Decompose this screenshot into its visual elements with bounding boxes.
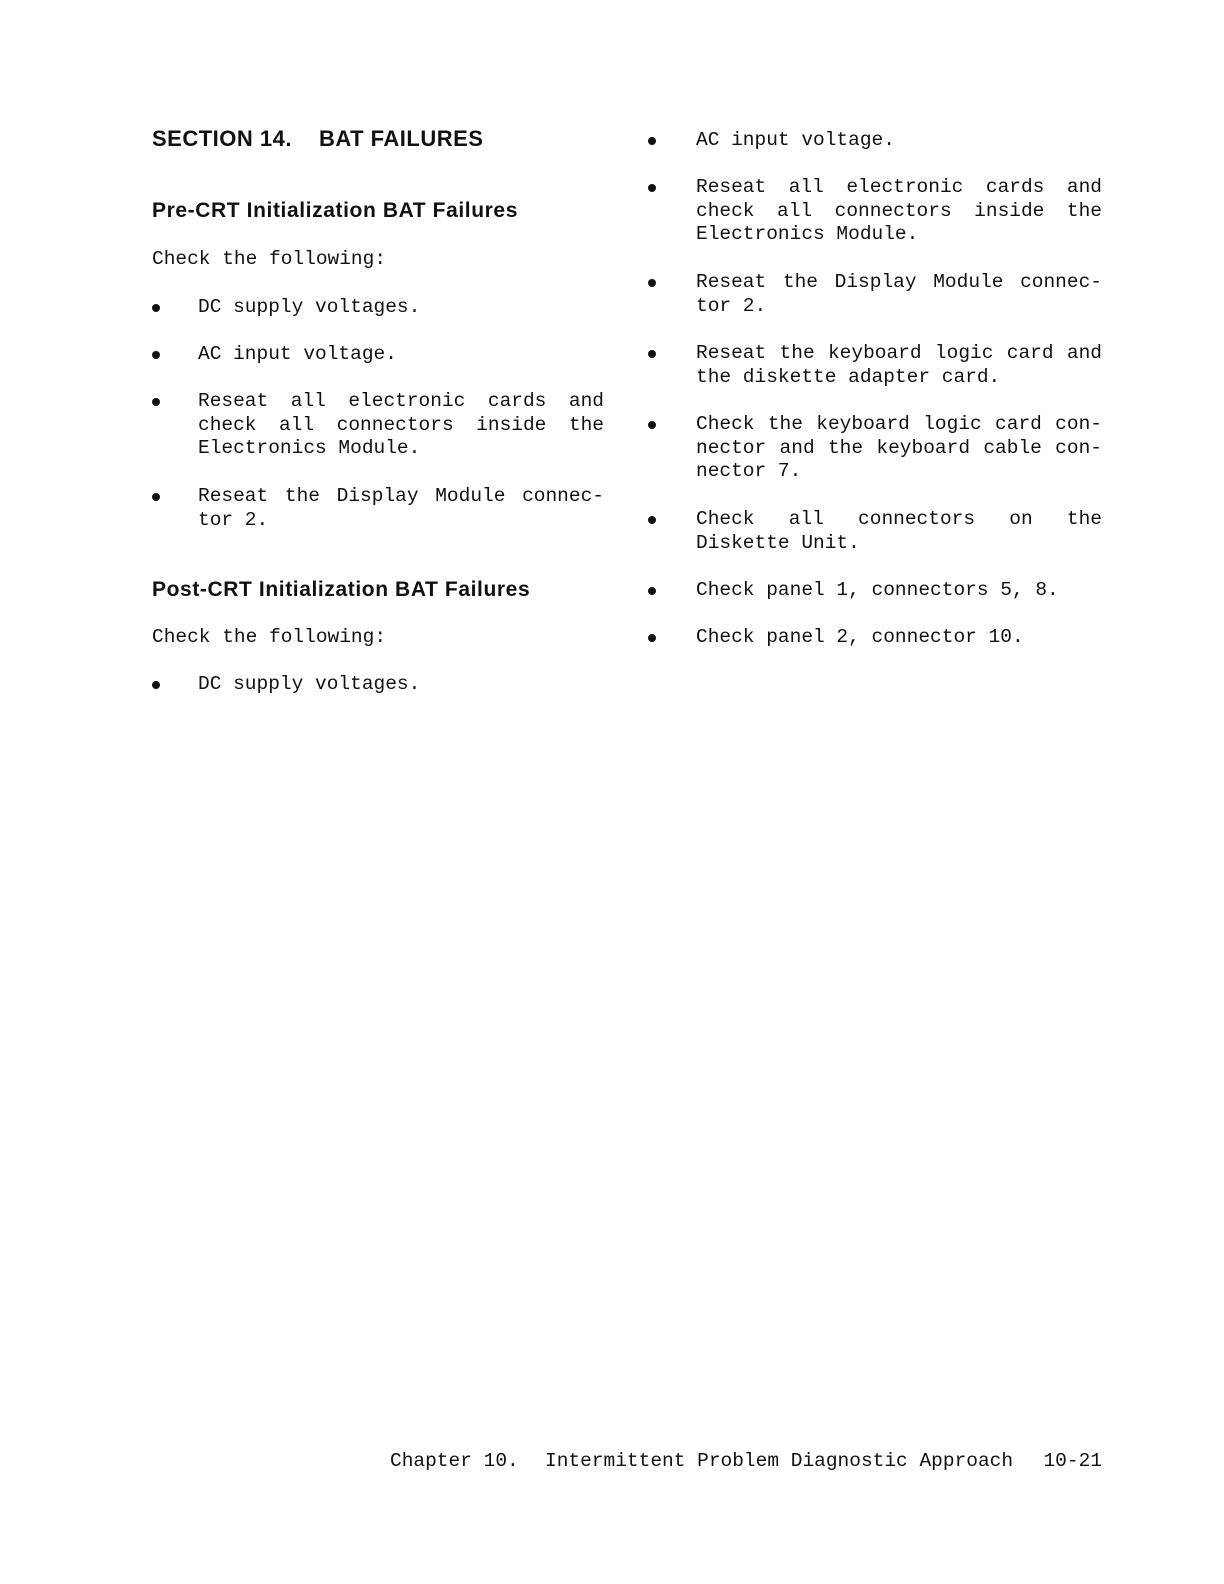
list-item-text: tor 2.: [696, 294, 767, 317]
list-item-text: the diskette adapter card.: [696, 365, 1001, 388]
post-crt-heading: Post-CRT Initialization BAT Failures: [152, 578, 531, 601]
list-item-text: Reseat the Display Module connec-: [198, 485, 604, 507]
bullet-icon: [648, 184, 656, 192]
bullet-icon: [648, 279, 656, 287]
list-item-text: tor 2.: [198, 508, 269, 531]
page-number: 10-21: [1043, 1450, 1102, 1472]
section-number: SECTION 14.: [152, 126, 292, 151]
list-item-text: Reseat all electronic cards and: [696, 176, 1102, 198]
list-item-text: Electronics Module.: [198, 437, 421, 460]
bullet-icon: [648, 137, 656, 145]
list-item-text: Check panel 2, connector 10.: [696, 626, 1024, 648]
list-item-text: DC supply voltages.: [198, 296, 421, 318]
list-item-text: Check the keyboard logic card con-: [696, 413, 1102, 435]
footer-chapter: Chapter 10.: [390, 1450, 519, 1472]
list-item-text: Check panel 1, connectors 5, 8.: [696, 579, 1059, 601]
bullet-icon: [152, 493, 160, 501]
section-heading: [152, 126, 483, 152]
footer-chapter-title: Intermittent Problem Diagnostic Approach: [545, 1450, 1014, 1472]
bullet-icon: [648, 587, 656, 595]
list-item-text: check all connectors inside the: [696, 199, 1102, 222]
bullet-icon: [152, 681, 160, 689]
bullet-icon: [648, 421, 656, 429]
bullet-icon: [648, 516, 656, 524]
bullet-icon: [152, 351, 160, 359]
list-item-text: check all connectors inside the: [198, 413, 604, 436]
list-item-text: nector 7.: [696, 460, 802, 483]
list-item-text: nector and the keyboard cable con-: [696, 436, 1102, 459]
bullet-icon: [648, 350, 656, 358]
bullet-icon: [152, 304, 160, 312]
list-item-text: AC input voltage.: [696, 129, 895, 151]
list-item-text: Reseat the keyboard logic card and: [696, 342, 1102, 364]
bullet-icon: [648, 634, 656, 642]
bullet-icon: [152, 398, 160, 406]
list-item-text: Check all connectors on the: [696, 508, 1102, 530]
pre-crt-intro: Check the following:: [152, 248, 387, 270]
post-crt-intro: Check the following:: [152, 626, 387, 648]
list-item-text: Diskette Unit.: [696, 531, 860, 554]
list-item-text: Reseat the Display Module connec-: [696, 271, 1102, 293]
list-item-text: AC input voltage.: [198, 343, 397, 365]
list-item-text: Reseat all electronic cards and: [198, 390, 604, 412]
list-item-text: Electronics Module.: [696, 223, 919, 246]
list-item-text: DC supply voltages.: [198, 673, 421, 695]
pre-crt-heading: Pre-CRT Initialization BAT Failures: [152, 199, 518, 222]
section-title: BAT FAILURES: [318, 126, 484, 151]
